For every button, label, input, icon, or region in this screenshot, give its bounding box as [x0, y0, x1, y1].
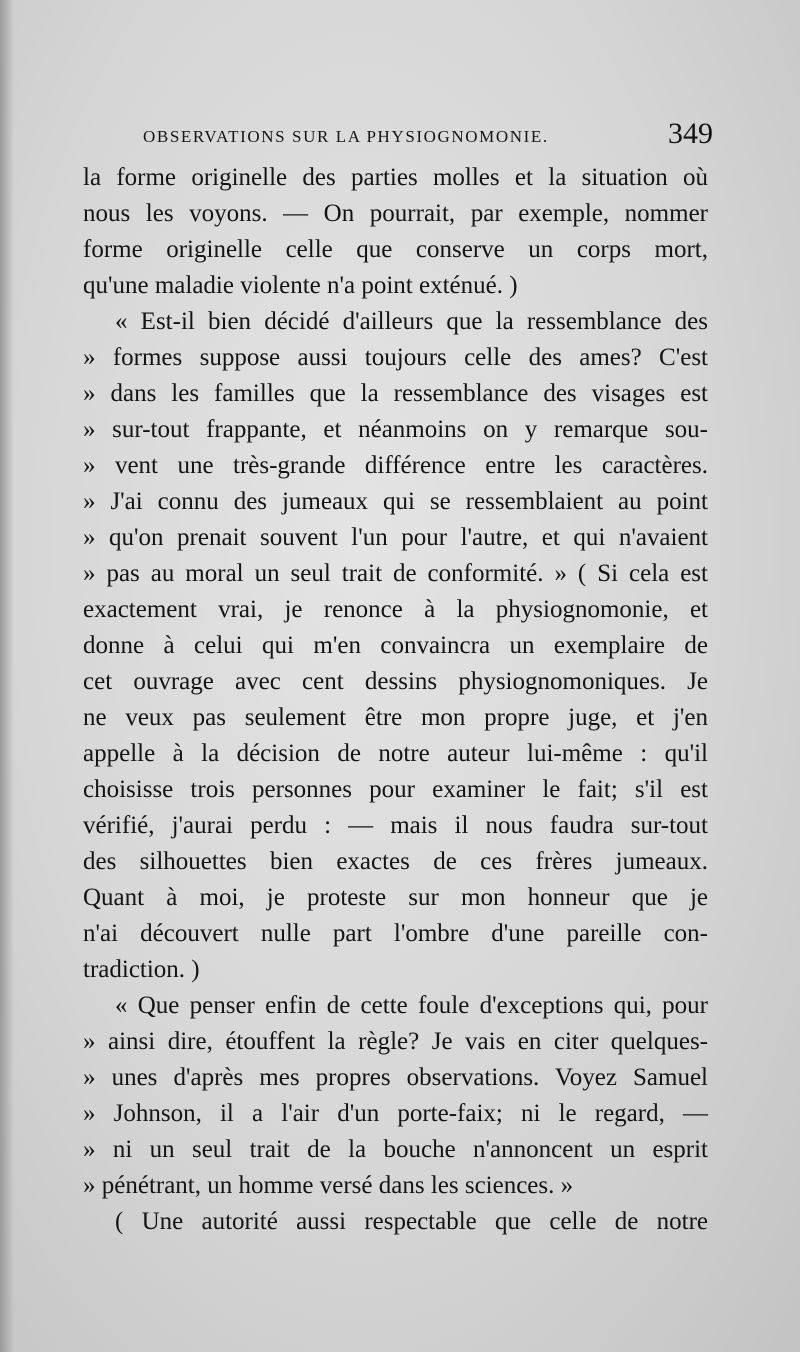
text-line: qu'une maladie violente n'a point exténué. ): [83, 272, 518, 299]
text-line: » unes d'après mes propres observations. Voyez Samuel: [83, 1064, 708, 1091]
text-line: ne veux pas seulement être mon propre juge, et j'en: [83, 704, 708, 731]
text-line: forme originelle celle que conserve un corps mort,: [83, 236, 708, 263]
text-line: » ni un seul trait de la bouche n'annoncent un esprit: [83, 1136, 708, 1163]
text-line: ( Une autorité aussi respectable que celle de notre: [115, 1208, 708, 1235]
text-line: » Johnson, il a l'air d'un porte-faix; ni le regard, —: [83, 1100, 708, 1127]
text-line: n'ai découvert nulle part l'ombre d'une pareille con-: [83, 920, 708, 947]
text-line: la forme originelle des parties molles et la situation où: [83, 164, 708, 191]
body-text: [83, 160, 708, 1240]
page-header: [143, 115, 713, 155]
text-line: appelle à la décision de notre auteur lui-même : qu'il: [83, 740, 708, 767]
text-line: des silhouettes bien exactes de ces frères jumeaux.: [83, 848, 708, 875]
text-line: » ainsi dire, étouffent la règle? Je vais en citer quelques-: [83, 1028, 708, 1055]
page-edge-shadow: [0, 0, 14, 1352]
text-line: » qu'on prenait souvent l'un pour l'autre, et qui n'avaient: [83, 524, 708, 551]
text-line: » pas au moral un seul trait de conformité. » ( Si cela est: [83, 560, 708, 587]
text-line: » sur-tout frappante, et néanmoins on y remarque sou-: [83, 416, 708, 443]
text-line: Quant à moi, je proteste sur mon honneur que je: [83, 884, 708, 911]
text-line: » dans les familles que la ressemblance des visages est: [83, 380, 708, 407]
text-line: choisisse trois personnes pour examiner le fait; s'il est: [83, 776, 708, 803]
text-line: » pénétrant, un homme versé dans les sciences. »: [83, 1172, 574, 1199]
text-line: » J'ai connu des jumeaux qui se ressemblaient au point: [83, 488, 708, 515]
text-line: « Que penser enfin de cette foule d'exceptions qui, pour: [115, 992, 708, 1019]
text-line: » vent une très-grande différence entre les caractères.: [83, 452, 708, 479]
text-line: exactement vrai, je renonce à la physiognomonie, et: [83, 596, 708, 623]
text-line: vérifié, j'aurai perdu : — mais il nous faudra sur-tout: [83, 812, 708, 839]
text-line: « Est-il bien décidé d'ailleurs que la ressemblance des: [115, 308, 708, 335]
text-line: » formes suppose aussi toujours celle des ames? C'est: [83, 344, 708, 371]
page-number: 349: [668, 117, 713, 150]
text-line: donne à celui qui m'en convaincra un exemplaire de: [83, 632, 708, 659]
running-title: OBSERVATIONS SUR LA PHYSIOGNOMONIE.: [143, 127, 549, 146]
text-line: cet ouvrage avec cent dessins physiognomoniques. Je: [83, 668, 708, 695]
text-line: nous les voyons. — On pourrait, par exemple, nommer: [83, 200, 708, 227]
text-line: tradiction. ): [83, 956, 200, 983]
